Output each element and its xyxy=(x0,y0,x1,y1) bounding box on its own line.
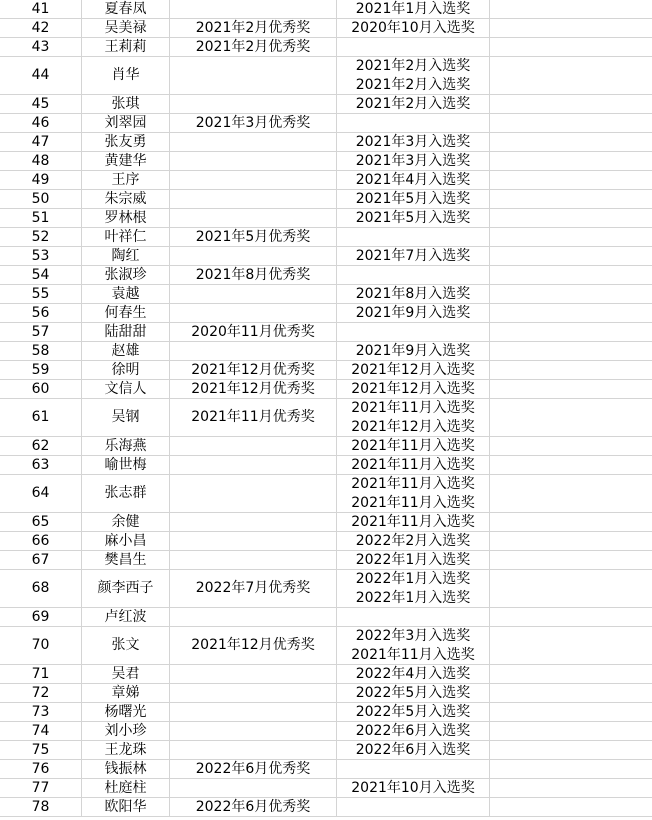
cell-empty[interactable] xyxy=(490,570,652,607)
table-row xyxy=(0,703,652,722)
cell-name[interactable]: 陆甜甜 xyxy=(82,323,170,341)
cell-name[interactable]: 余健 xyxy=(82,513,170,531)
cell-name[interactable]: 袁越 xyxy=(82,285,170,303)
table-row xyxy=(0,133,652,152)
excellence-award-text: 2021年2月优秀奖 xyxy=(195,19,311,36)
excellence-award-text: 2022年7月优秀奖 xyxy=(195,580,311,596)
cell-name[interactable]: 杨曙光 xyxy=(82,703,170,721)
cell-selection-award[interactable] xyxy=(337,437,490,455)
cell-number[interactable]: 65 xyxy=(0,513,82,531)
cell-empty[interactable] xyxy=(490,266,652,284)
cell-empty[interactable] xyxy=(490,38,652,56)
cell-excellence-award[interactable] xyxy=(170,57,337,94)
selection-award-text: 2021年4月入选奖 xyxy=(355,171,471,188)
cell-selection-award[interactable] xyxy=(337,57,490,94)
cell-empty[interactable] xyxy=(490,722,652,740)
cell-selection-award[interactable] xyxy=(337,779,490,797)
cell-name[interactable]: 卢红波 xyxy=(82,608,170,626)
excellence-award-text: 2022年6月优秀奖 xyxy=(195,798,311,815)
cell-name[interactable]: 徐明 xyxy=(82,361,170,379)
cell-excellence-award[interactable] xyxy=(170,285,337,303)
cell-name[interactable]: 张友勇 xyxy=(82,133,170,151)
selection-award-text: 2022年5月入选奖 xyxy=(355,703,471,720)
cell-empty[interactable] xyxy=(490,323,652,341)
cell-excellence-award[interactable] xyxy=(170,209,337,227)
cell-selection-award[interactable] xyxy=(337,608,490,626)
table-row xyxy=(0,532,652,551)
excellence-award-text: 2021年12月优秀奖 xyxy=(191,380,315,397)
cell-name[interactable]: 叶祥仁 xyxy=(82,228,170,246)
cell-empty[interactable] xyxy=(490,798,652,816)
cell-excellence-award[interactable] xyxy=(170,95,337,113)
cell-empty[interactable] xyxy=(490,133,652,151)
cell-name[interactable]: 王莉莉 xyxy=(82,38,170,56)
selection-award-text: 2021年10月入选奖 xyxy=(351,779,475,796)
cell-selection-award[interactable] xyxy=(337,380,490,398)
cell-excellence-award[interactable] xyxy=(170,798,337,816)
table-row xyxy=(0,741,652,760)
excellence-award-text: 2020年11月优秀奖 xyxy=(191,323,315,340)
cell-empty[interactable] xyxy=(490,342,652,360)
cell-empty[interactable] xyxy=(490,190,652,208)
cell-empty[interactable] xyxy=(490,361,652,379)
table-row xyxy=(0,399,652,437)
cell-excellence-award[interactable] xyxy=(170,304,337,322)
cell-selection-award[interactable] xyxy=(337,475,490,512)
cell-number[interactable]: 56 xyxy=(0,304,82,322)
cell-selection-award[interactable] xyxy=(337,760,490,778)
cell-empty[interactable] xyxy=(490,703,652,721)
cell-excellence-award[interactable] xyxy=(170,437,337,455)
table-row xyxy=(0,665,652,684)
selection-award-text: 2021年11月入选奖 xyxy=(351,456,475,473)
cell-name[interactable]: 张志群 xyxy=(82,475,170,512)
cell-number[interactable]: 41 xyxy=(0,0,82,18)
cell-excellence-award[interactable] xyxy=(170,665,337,683)
cell-empty[interactable] xyxy=(490,532,652,550)
table-row xyxy=(0,0,652,19)
cell-empty[interactable] xyxy=(490,57,652,94)
table-row xyxy=(0,608,652,627)
cell-empty[interactable] xyxy=(490,513,652,531)
cell-selection-award[interactable] xyxy=(337,190,490,208)
cell-name[interactable]: 吴钢 xyxy=(82,399,170,436)
cell-selection-award[interactable] xyxy=(337,798,490,816)
cell-name[interactable]: 钱振林 xyxy=(82,760,170,778)
cell-name[interactable]: 欧阳华 xyxy=(82,798,170,816)
cell-number[interactable]: 59 xyxy=(0,361,82,379)
cell-empty[interactable] xyxy=(490,551,652,569)
cell-name[interactable]: 樊昌生 xyxy=(82,551,170,569)
cell-selection-award[interactable] xyxy=(337,627,490,664)
selection-award-text: 2021年2月入选奖 xyxy=(355,95,471,112)
selection-award-text: 2021年9月入选奖 xyxy=(355,304,471,321)
excellence-award-text: 2022年6月优秀奖 xyxy=(195,760,311,777)
cell-number[interactable]: 61 xyxy=(0,399,82,436)
cell-name[interactable]: 何春生 xyxy=(82,304,170,322)
table-row xyxy=(0,190,652,209)
selection-award-text: 2022年2月入选奖 xyxy=(355,532,471,549)
cell-name[interactable]: 张文 xyxy=(82,627,170,664)
cell-empty[interactable] xyxy=(490,95,652,113)
cell-empty[interactable] xyxy=(490,456,652,474)
cell-empty[interactable] xyxy=(490,152,652,170)
cell-number[interactable]: 60 xyxy=(0,380,82,398)
excellence-award-text: 2021年5月优秀奖 xyxy=(195,228,311,245)
table-row xyxy=(0,95,652,114)
cell-excellence-award[interactable] xyxy=(170,703,337,721)
table-row xyxy=(0,152,652,171)
cell-empty[interactable] xyxy=(490,665,652,683)
cell-number[interactable]: 75 xyxy=(0,741,82,759)
cell-empty[interactable] xyxy=(490,741,652,759)
cell-selection-award[interactable] xyxy=(337,228,490,246)
table-row xyxy=(0,38,652,57)
cell-name[interactable]: 刘小珍 xyxy=(82,722,170,740)
cell-excellence-award[interactable] xyxy=(170,114,337,132)
cell-excellence-award[interactable] xyxy=(170,323,337,341)
cell-excellence-award[interactable] xyxy=(170,684,337,702)
selection-award-text: 2021年9月入选奖 xyxy=(355,342,471,359)
cell-selection-award[interactable] xyxy=(337,513,490,531)
cell-excellence-award[interactable] xyxy=(170,266,337,284)
cell-excellence-award[interactable] xyxy=(170,190,337,208)
cell-excellence-award[interactable] xyxy=(170,551,337,569)
cell-excellence-award[interactable] xyxy=(170,380,337,398)
cell-number[interactable]: 43 xyxy=(0,38,82,56)
selection-award-text: 2021年5月入选奖 xyxy=(355,190,471,207)
table-row xyxy=(0,323,652,342)
cell-empty[interactable] xyxy=(490,380,652,398)
cell-empty[interactable] xyxy=(490,475,652,512)
cell-empty[interactable] xyxy=(490,437,652,455)
cell-excellence-award[interactable] xyxy=(170,570,337,607)
selection-award-text: 2021年7月入选奖 xyxy=(355,247,471,264)
cell-excellence-award[interactable] xyxy=(170,228,337,246)
cell-number[interactable]: 44 xyxy=(0,57,82,94)
table-row xyxy=(0,114,652,133)
selection-award-text: 2021年2月入选奖 xyxy=(355,76,471,93)
excellence-award-text: 2021年8月优秀奖 xyxy=(195,266,311,283)
cell-name[interactable]: 夏春凤 xyxy=(82,0,170,18)
cell-excellence-award[interactable] xyxy=(170,38,337,56)
cell-empty[interactable] xyxy=(490,627,652,664)
cell-excellence-award[interactable] xyxy=(170,171,337,189)
cell-name[interactable]: 陶红 xyxy=(82,247,170,265)
cell-name[interactable]: 张淑珍 xyxy=(82,266,170,284)
cell-excellence-award[interactable] xyxy=(170,627,337,664)
cell-number[interactable]: 76 xyxy=(0,760,82,778)
table-row xyxy=(0,57,652,95)
cell-name[interactable]: 麻小昌 xyxy=(82,532,170,550)
cell-excellence-award[interactable] xyxy=(170,741,337,759)
cell-number[interactable]: 49 xyxy=(0,171,82,189)
cell-selection-award[interactable] xyxy=(337,171,490,189)
table-row xyxy=(0,437,652,456)
cell-selection-award[interactable] xyxy=(337,114,490,132)
cell-number[interactable]: 53 xyxy=(0,247,82,265)
cell-number[interactable]: 45 xyxy=(0,95,82,113)
cell-selection-award[interactable] xyxy=(337,38,490,56)
selection-award-text: 2021年12月入选奖 xyxy=(351,418,475,435)
cell-selection-award[interactable] xyxy=(337,532,490,550)
cell-number[interactable]: 52 xyxy=(0,228,82,246)
selection-award-text: 2022年4月入选奖 xyxy=(355,665,471,682)
table-row xyxy=(0,228,652,247)
table-row xyxy=(0,456,652,475)
cell-number[interactable]: 58 xyxy=(0,342,82,360)
cell-number[interactable]: 55 xyxy=(0,285,82,303)
table-row xyxy=(0,627,652,665)
table-row xyxy=(0,247,652,266)
cell-number[interactable]: 48 xyxy=(0,152,82,170)
cell-excellence-award[interactable] xyxy=(170,760,337,778)
selection-award-text: 2021年12月入选奖 xyxy=(351,380,475,397)
cell-selection-award[interactable] xyxy=(337,0,490,18)
cell-name[interactable]: 喻世梅 xyxy=(82,456,170,474)
cell-number[interactable]: 50 xyxy=(0,190,82,208)
cell-number[interactable]: 51 xyxy=(0,209,82,227)
table-row xyxy=(0,19,652,38)
selection-award-text: 2021年5月入选奖 xyxy=(355,209,471,226)
table-row xyxy=(0,304,652,323)
selection-award-text: 2021年12月入选奖 xyxy=(351,361,475,378)
cell-name[interactable]: 黄建华 xyxy=(82,152,170,170)
cell-excellence-award[interactable] xyxy=(170,399,337,436)
cell-number[interactable]: 46 xyxy=(0,114,82,132)
selection-award-text: 2021年11月入选奖 xyxy=(351,513,475,530)
selection-award-text: 2021年3月入选奖 xyxy=(355,152,471,169)
cell-number[interactable]: 78 xyxy=(0,798,82,816)
cell-selection-award[interactable] xyxy=(337,361,490,379)
table-row xyxy=(0,361,652,380)
cell-selection-award[interactable] xyxy=(337,399,490,436)
cell-number[interactable]: 66 xyxy=(0,532,82,550)
cell-selection-award[interactable] xyxy=(337,741,490,759)
cell-name[interactable]: 文信人 xyxy=(82,380,170,398)
cell-name[interactable]: 赵雄 xyxy=(82,342,170,360)
cell-empty[interactable] xyxy=(490,0,652,18)
excellence-award-text: 2021年12月优秀奖 xyxy=(191,637,315,653)
cell-selection-award[interactable] xyxy=(337,266,490,284)
cell-empty[interactable] xyxy=(490,209,652,227)
cell-empty[interactable] xyxy=(490,608,652,626)
cell-empty[interactable] xyxy=(490,779,652,797)
cell-selection-award[interactable] xyxy=(337,684,490,702)
cell-name[interactable]: 肖华 xyxy=(82,57,170,94)
cell-selection-award[interactable] xyxy=(337,323,490,341)
cell-empty[interactable] xyxy=(490,228,652,246)
selection-award-text: 2021年1月入选奖 xyxy=(355,0,471,17)
cell-excellence-award[interactable] xyxy=(170,133,337,151)
cell-number[interactable]: 72 xyxy=(0,684,82,702)
table-row xyxy=(0,171,652,190)
cell-number[interactable]: 69 xyxy=(0,608,82,626)
cell-selection-award[interactable] xyxy=(337,722,490,740)
table-row xyxy=(0,475,652,513)
selection-award-text: 2021年2月入选奖 xyxy=(355,57,471,74)
cell-selection-award[interactable] xyxy=(337,570,490,607)
selection-award-text: 2021年11月入选奖 xyxy=(351,399,475,416)
cell-number[interactable]: 64 xyxy=(0,475,82,512)
cell-excellence-award[interactable] xyxy=(170,456,337,474)
cell-number[interactable]: 63 xyxy=(0,456,82,474)
table-row xyxy=(0,209,652,228)
cell-empty[interactable] xyxy=(490,684,652,702)
table-row xyxy=(0,380,652,399)
cell-excellence-award[interactable] xyxy=(170,532,337,550)
selection-award-text: 2022年5月入选奖 xyxy=(355,684,471,701)
selection-award-text: 2020年10月入选奖 xyxy=(351,19,475,36)
cell-excellence-award[interactable] xyxy=(170,247,337,265)
cell-empty[interactable] xyxy=(490,171,652,189)
cell-number[interactable]: 71 xyxy=(0,665,82,683)
cell-excellence-award[interactable] xyxy=(170,19,337,37)
cell-name[interactable]: 朱宗威 xyxy=(82,190,170,208)
selection-award-text: 2022年6月入选奖 xyxy=(355,741,471,758)
cell-empty[interactable] xyxy=(490,285,652,303)
cell-excellence-award[interactable] xyxy=(170,152,337,170)
cell-number[interactable]: 77 xyxy=(0,779,82,797)
cell-name[interactable]: 王龙珠 xyxy=(82,741,170,759)
excellence-award-text: 2021年2月优秀奖 xyxy=(195,38,311,55)
table-row xyxy=(0,684,652,703)
cell-name[interactable]: 刘翠园 xyxy=(82,114,170,132)
cell-empty[interactable] xyxy=(490,19,652,37)
cell-selection-award[interactable] xyxy=(337,209,490,227)
cell-selection-award[interactable] xyxy=(337,133,490,151)
cell-number[interactable]: 74 xyxy=(0,722,82,740)
cell-number[interactable]: 57 xyxy=(0,323,82,341)
cell-excellence-award[interactable] xyxy=(170,779,337,797)
cell-excellence-award[interactable] xyxy=(170,361,337,379)
cell-selection-award[interactable] xyxy=(337,456,490,474)
table-row xyxy=(0,779,652,798)
cell-selection-award[interactable] xyxy=(337,285,490,303)
cell-name[interactable]: 吴君 xyxy=(82,665,170,683)
cell-name[interactable]: 罗林根 xyxy=(82,209,170,227)
cell-empty[interactable] xyxy=(490,304,652,322)
excellence-award-text: 2021年3月优秀奖 xyxy=(195,114,311,131)
cell-number[interactable]: 68 xyxy=(0,570,82,607)
cell-selection-award[interactable] xyxy=(337,95,490,113)
cell-selection-award[interactable] xyxy=(337,247,490,265)
cell-name[interactable]: 张琪 xyxy=(82,95,170,113)
selection-award-text: 2022年6月入选奖 xyxy=(355,722,471,739)
excellence-award-text: 2021年11月优秀奖 xyxy=(191,409,315,425)
cell-empty[interactable] xyxy=(490,114,652,132)
cell-excellence-award[interactable] xyxy=(170,475,337,512)
cell-number[interactable]: 47 xyxy=(0,133,82,151)
selection-award-text: 2022年1月入选奖 xyxy=(355,570,471,587)
selection-award-text: 2021年8月入选奖 xyxy=(355,285,471,302)
table-row xyxy=(0,570,652,608)
cell-number[interactable]: 70 xyxy=(0,627,82,664)
cell-excellence-award[interactable] xyxy=(170,722,337,740)
cell-selection-award[interactable] xyxy=(337,342,490,360)
cell-selection-award[interactable] xyxy=(337,665,490,683)
cell-selection-award[interactable] xyxy=(337,19,490,37)
cell-number[interactable]: 62 xyxy=(0,437,82,455)
cell-number[interactable]: 42 xyxy=(0,19,82,37)
cell-name[interactable]: 章娣 xyxy=(82,684,170,702)
cell-name[interactable]: 杜庭柱 xyxy=(82,779,170,797)
cell-name[interactable]: 颜李西子 xyxy=(82,570,170,607)
selection-award-text: 2022年1月入选奖 xyxy=(355,551,471,568)
cell-excellence-award[interactable] xyxy=(170,513,337,531)
selection-award-text: 2021年3月入选奖 xyxy=(355,133,471,150)
cell-empty[interactable] xyxy=(490,760,652,778)
cell-number[interactable]: 54 xyxy=(0,266,82,284)
cell-excellence-award[interactable] xyxy=(170,342,337,360)
selection-award-text: 2021年11月入选奖 xyxy=(351,646,475,663)
cell-name[interactable]: 王序 xyxy=(82,171,170,189)
cell-empty[interactable] xyxy=(490,247,652,265)
cell-selection-award[interactable] xyxy=(337,152,490,170)
cell-number[interactable]: 67 xyxy=(0,551,82,569)
cell-excellence-award[interactable] xyxy=(170,0,337,18)
table-row xyxy=(0,760,652,779)
table-row xyxy=(0,551,652,570)
table-row xyxy=(0,798,652,817)
excellence-award-text: 2021年12月优秀奖 xyxy=(191,361,315,378)
cell-number[interactable]: 73 xyxy=(0,703,82,721)
table-row xyxy=(0,285,652,304)
cell-empty[interactable] xyxy=(490,399,652,436)
cell-excellence-award[interactable] xyxy=(170,608,337,626)
selection-award-text: 2021年11月入选奖 xyxy=(351,475,475,492)
table-row xyxy=(0,722,652,741)
cell-selection-award[interactable] xyxy=(337,551,490,569)
cell-name[interactable]: 吴美禄 xyxy=(82,19,170,37)
selection-award-text: 2022年1月入选奖 xyxy=(355,589,471,606)
table-row xyxy=(0,342,652,361)
cell-selection-award[interactable] xyxy=(337,304,490,322)
cell-name[interactable]: 乐海燕 xyxy=(82,437,170,455)
cell-selection-award[interactable] xyxy=(337,703,490,721)
table-row xyxy=(0,513,652,532)
selection-award-text: 2022年3月入选奖 xyxy=(355,627,471,644)
table-row xyxy=(0,266,652,285)
selection-award-text: 2021年11月入选奖 xyxy=(351,494,475,511)
selection-award-text: 2021年11月入选奖 xyxy=(351,437,475,454)
